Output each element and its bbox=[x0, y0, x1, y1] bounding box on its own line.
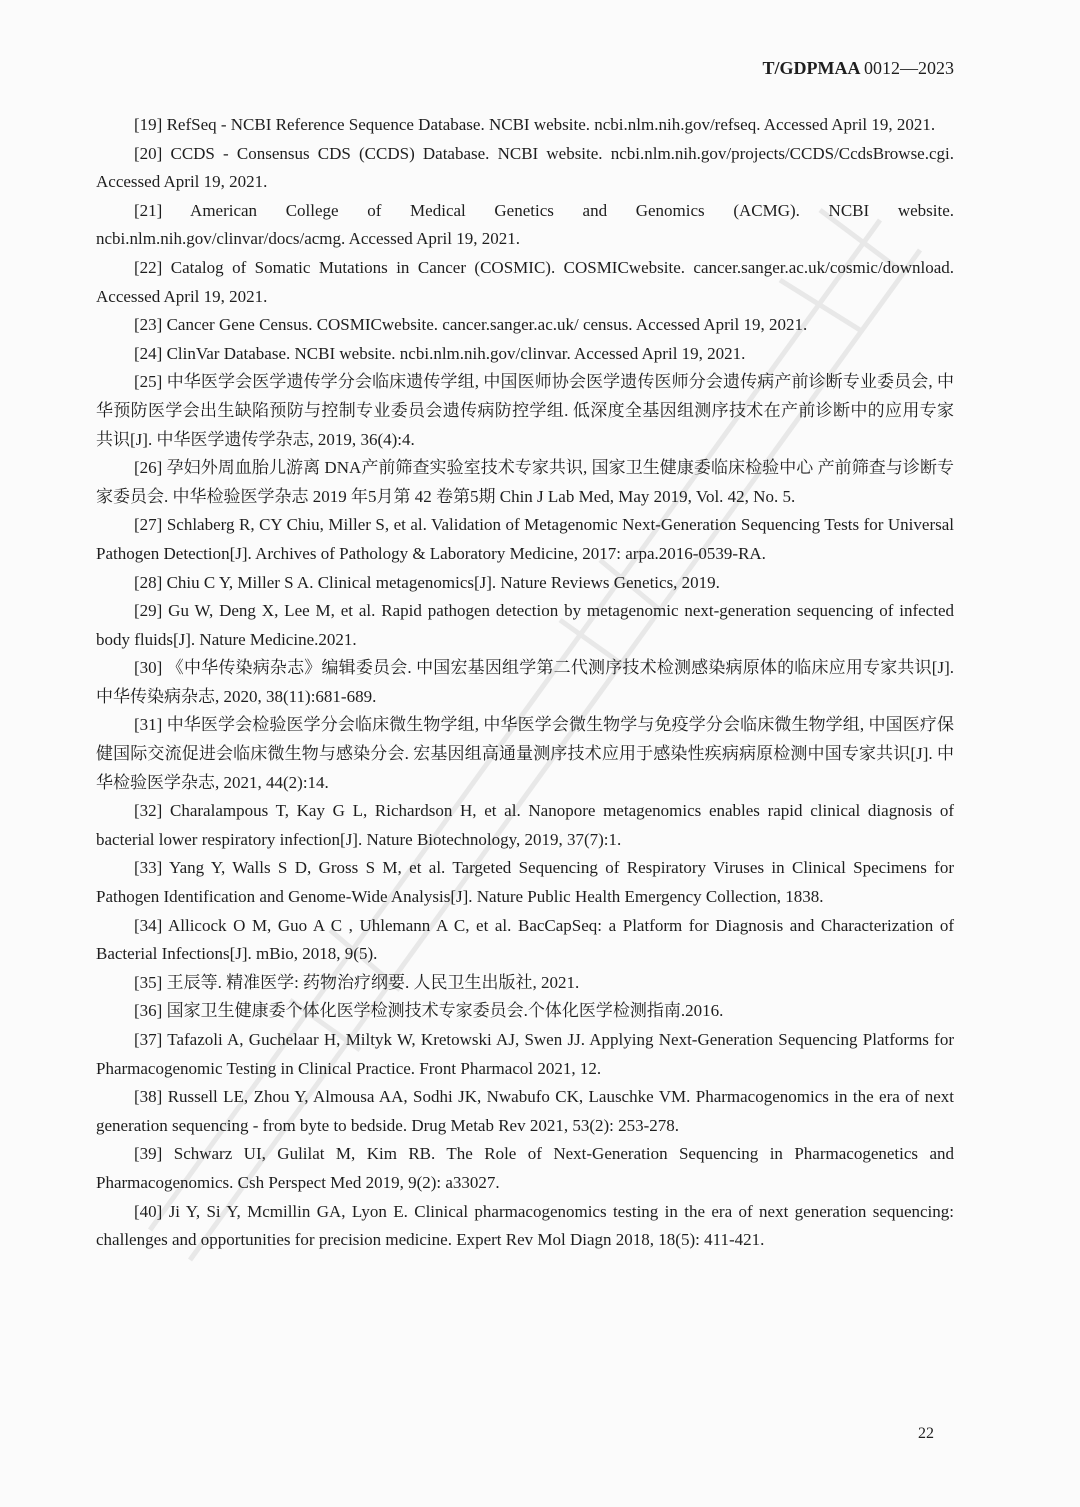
reference-20: [20] CCDS - Consensus CDS (CCDS) Database. NCBI website. ncbi.nlm.nih.gov/projects/CCDS/CcdsBrowse.cgi. Accessed April 19, 2021. bbox=[96, 143, 954, 192]
reference-27: [27] Schlaberg R, CY Chiu, Miller S, et al. Validation of Metagenomic Next-Generation Sequencing Tests for Universal Pathogen Detection[J]. Archives of Pathology & Laboratory Medicine, 2017: arpa.2016-0539-RA. bbox=[96, 515, 954, 563]
reference-38: [38] Russell LE, Zhou Y, Almousa AA, Sodhi JK, Nwabufo CK, Lauschke VM. Pharmacogenomics in the era of next generation sequencing - from byte to bedside. Drug Metab Rev 2021, 53(2): 253-278. bbox=[96, 1087, 954, 1135]
reference-36: [36] 国家卫生健康委个体化医学检测技术专家委员会.个体化医学检测指南.2016. bbox=[134, 1001, 724, 1021]
page-number: 22 bbox=[918, 1425, 934, 1442]
standard-number: 0012—2023 bbox=[864, 58, 954, 78]
reference-33: [33] Yang Y, Walls S D, Gross S M, et al. Targeted Sequencing of Respiratory Viruses in Clinical Specimens for Pathogen Identification and Genome-Wide Analysis[J]. Nature Public Health Emergency Collection, 1838. bbox=[96, 858, 954, 907]
reference-29: [29] Gu W, Deng X, Lee M, et al. Rapid pathogen detection by metagenomic next-generation sequencing of infected body fluids[J]. Nature Medicine.2021. bbox=[96, 601, 954, 649]
reference-39: [39] Schwarz UI, Gulilat M, Kim RB. The Role of Next-Generation Sequencing in Pharmacogenetics and Pharmacogenomics. Csh Perspect Med 2019, 9(2): a33027. bbox=[96, 1144, 954, 1192]
reference-22: [22] Catalog of Somatic Mutations in Cancer (COSMIC). COSMICwebsite. cancer.sanger.ac.uk/cosmic/download. Accessed April 19, 2021. bbox=[96, 257, 954, 306]
reference-32: [32] Charalampous T, Kay G L, Richardson H, et al. Nanopore metagenomics enables rapid clinical diagnosis of bacterial lower respiratory infection[J]. Nature Biotechnology, 2019, 37(7):1. bbox=[96, 801, 954, 849]
reference-34: [34] Allicock O M, Guo A C , Uhlemann A C, et al. BacCapSeq: a Platform for Diagnosis and Characterization of Bacterial Infections[J]. mBio, 2018, 9(5). bbox=[96, 915, 954, 964]
reference-35: [35] 王辰等. 精准医学: 药物治疗纲要. 人民卫生出版社, 2021. bbox=[134, 972, 580, 992]
standard-code bbox=[763, 58, 955, 79]
reference-30: [30] 《中华传染病杂志》编辑委员会. 中国宏基因组学第二代测序技术检测感染病原体的临床应用专家共识[J]. 中华传染病杂志, 2020, 38(11):681-689. bbox=[96, 658, 954, 706]
reference-26: [26] 孕妇外周血胎儿游离 DNA产前筛查实验室技术专家共识, 国家卫生健康委临床检验中心 产前筛查与诊断专家委员会. 中华检验医学杂志 2019 年5月第 42 卷第5期 Chin J Lab Med, May 2019, Vol. 42, No. 5. bbox=[96, 458, 954, 506]
reference-40: [40] Ji Y, Si Y, Mcmillin GA, Lyon E. Clinical pharmacogenomics testing in the era of next generation sequencing: challenges and opportunities for precision medicine. Expert Rev Mol Diagn 2018, 18(5): 411-421. bbox=[96, 1201, 954, 1250]
reference-24: [24] ClinVar Database. NCBI website. ncbi.nlm.nih.gov/clinvar. Accessed April 19, 2021. bbox=[134, 343, 746, 363]
reference-list bbox=[96, 111, 954, 1255]
reference-19: [19] RefSeq - NCBI Reference Sequence Database. NCBI website. ncbi.nlm.nih.gov/refseq. Accessed April 19, 2021. bbox=[134, 115, 936, 134]
standard-prefix: T/GDPMAA bbox=[762, 58, 860, 78]
reference-25: [25] 中华医学会医学遗传学分会临床遗传学组, 中国医师协会医学遗传医师分会遗传病产前诊断专业委员会, 中华预防医学会出生缺陷预防与控制专业委员会遗传病防控学组. 低深度全基因组测序技术在产前诊断中的应用专家共识[J]. 中华医学遗传学杂志, 2019, 36(4):4. bbox=[96, 372, 954, 449]
reference-37: [37] Tafazoli A, Guchelaar H, Miltyk W, Kretowski AJ, Swen JJ. Applying Next-Generation Sequencing Platforms for Pharmacogenomic Testing in Clinical Practice. Front Pharmacol 2021, 12. bbox=[96, 1030, 954, 1078]
reference-21: [21] American College of Medical Genetics and Genomics (ACMG). NCBI website. ncbi.nlm.nih.gov/clinvar/docs/acmg. Accessed April 19, 2021. bbox=[96, 200, 954, 249]
reference-28: [28] Chiu C Y, Miller S A. Clinical metagenomics[J]. Nature Reviews Genetics, 2019. bbox=[134, 572, 720, 592]
reference-31: [31] 中华医学会检验医学分会临床微生物学组, 中华医学会微生物学与免疫学分会临床微生物学组, 中国医疗保健国际交流促进会临床微生物与感染分会. 宏基因组高通量测序技术应用于感染性疾病病原检测中国专家共识[J]. 中华检验医学杂志, 2021, 44(2):14. bbox=[96, 715, 954, 792]
reference-23: [23] Cancer Gene Census. COSMICwebsite. cancer.sanger.ac.uk/ census. Accessed April 19, 2021. bbox=[134, 315, 808, 335]
